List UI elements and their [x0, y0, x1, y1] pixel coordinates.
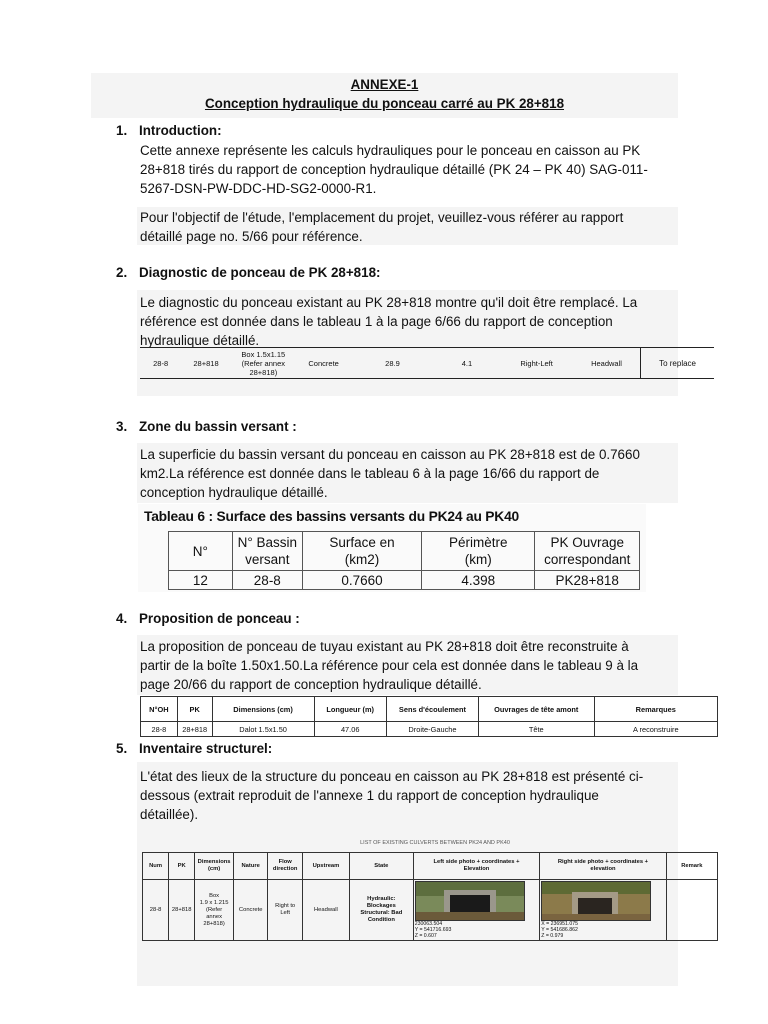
bassin-table	[168, 531, 640, 590]
table-cell: Tête	[479, 722, 594, 737]
annexe-title: ANNEXE-1	[350, 77, 419, 92]
table-header: Right side photo + coordinates + elevation	[540, 853, 667, 880]
table-header: PK	[177, 697, 212, 722]
inventaire-paragraph	[140, 767, 674, 824]
table-cell: Dalot 1.5x1.50	[212, 722, 314, 737]
section-title: Introduction:	[139, 123, 222, 138]
section-title: Diagnostic de ponceau de PK 28+818:	[139, 265, 381, 280]
table-cell: 28-8	[140, 348, 181, 379]
table-header: Num	[143, 853, 169, 880]
table-header: Surface en (km2)	[302, 532, 421, 571]
inventory-table	[142, 852, 718, 941]
table-cell: PK28+818	[535, 571, 640, 590]
text-line: Le diagnostic du ponceau existant au PK 28+818 montre qu'il doit être remplacé. La	[140, 295, 638, 310]
text-line: conception hydraulique détaillé.	[140, 485, 328, 500]
table-cell	[666, 880, 717, 941]
section-number: 4.	[116, 611, 128, 626]
table-cell: 12	[169, 571, 233, 590]
table-row	[169, 571, 640, 590]
text-line: km2.La référence est donnée dans le tableau 6 à la page 16/66 du rapport de	[140, 466, 600, 481]
table-row	[143, 880, 718, 941]
text-line: Cette annexe représente les calculs hydrauliques pour le ponceau en caisson au PK	[140, 143, 641, 158]
section-number: 5.	[116, 741, 128, 756]
section-heading-5	[116, 740, 272, 758]
text-line: hydraulique détaillé.	[140, 333, 260, 348]
table-cell: 28-8	[232, 571, 302, 590]
table-cell: 28.9	[351, 348, 433, 379]
section-title: Zone du bassin versant :	[139, 419, 297, 434]
table-header: Dimensions (cm)	[195, 853, 234, 880]
table-header: N°OH	[141, 697, 178, 722]
table-header: Périmètre (km)	[421, 532, 534, 571]
table-cell: 4.1	[434, 348, 501, 379]
right-culvert-photo	[541, 881, 651, 921]
intro-paragraph-2	[140, 208, 674, 246]
section-heading-4	[116, 610, 300, 628]
intro-paragraph	[140, 141, 674, 198]
section-number: 2.	[116, 265, 128, 280]
bassin-table-figure	[138, 504, 646, 592]
table-header: Dimensions (cm)	[212, 697, 314, 722]
proposition-paragraph	[140, 637, 674, 694]
table-cell: 28+818	[169, 880, 195, 941]
table-cell: Headwall	[302, 880, 349, 941]
table-header: State	[349, 853, 413, 880]
table-cell: 28-8	[143, 880, 169, 941]
text-line: La proposition de ponceau de tuyau existant au PK 28+818 doit être reconstruite à	[140, 639, 629, 654]
text-line: détaillé page no. 5/66 pour référence.	[140, 229, 363, 244]
text-line: Pour l'objectif de l'étude, l'emplacement du projet, veuillez-vous référer au rapport	[140, 210, 624, 225]
table-header: N° Bassin versant	[232, 532, 302, 571]
left-photo-cell	[413, 880, 540, 941]
text-line: détaillée).	[140, 807, 199, 822]
table-cell: A reconstruire	[594, 722, 717, 737]
section-number: 1.	[116, 123, 128, 138]
table-header: Left side photo + coordinates + Elevation	[413, 853, 540, 880]
text-line: dessous (extrait reproduit de l'annexe 1 du rapport de conception hydraulique	[140, 788, 599, 803]
table-cell: Hydraulic: Blockages Structural: Bad Condition	[349, 880, 413, 941]
table-cell: Right-Left	[500, 348, 573, 379]
table-header: PK Ouvrage correspondant	[535, 532, 640, 571]
table-header: N°	[169, 532, 233, 571]
table-header-row	[143, 853, 718, 880]
table-header: PK	[169, 853, 195, 880]
table-cell: Concrete	[296, 348, 351, 379]
table-header: Sens d'écoulement	[386, 697, 478, 722]
table-cell: Right to Left	[268, 880, 303, 941]
section-heading-1	[116, 122, 222, 140]
table-header: Flow direction	[268, 853, 303, 880]
table-cell: 28-8	[141, 722, 178, 737]
text-line: L'état des lieux de la structure du ponceau en caisson au PK 28+818 est présenté ci-	[140, 769, 644, 784]
table-cell: Droite-Gauche	[386, 722, 478, 737]
table-cell: 4.398	[421, 571, 534, 590]
table-header: Upstream	[302, 853, 349, 880]
table-cell: Headwall	[573, 348, 641, 379]
table-cell: 28+818	[177, 722, 212, 737]
table-header: Remark	[666, 853, 717, 880]
document-subtitle: Conception hydraulique du ponceau carré au PK 28+818	[204, 96, 565, 111]
text-line: 5267-DSN-PW-DDC-HD-SG2-0000-R1.	[140, 181, 377, 196]
section-heading-3	[116, 418, 297, 436]
text-line: La superficie du bassin versant du ponceau en caisson au PK 28+818 est de 0.7660	[140, 447, 640, 462]
text-line: référence est donnée dans le tableau 1 à la page 6/66 du rapport de conception	[140, 314, 613, 329]
table-header: Longueur (m)	[314, 697, 386, 722]
table-header-row	[169, 532, 640, 571]
table-cell: 0.7660	[302, 571, 421, 590]
table-cell: 28+818	[181, 348, 230, 379]
right-photo-cell	[540, 880, 667, 941]
table-title: Tableau 6 : Surface des bassins versants du PK24 au PK40	[144, 509, 520, 524]
text-line: partir de la boîte 1.50x1.50.La référence pour cela est donnée dans le tableau 9 à la	[140, 658, 639, 673]
section-title: Proposition de ponceau :	[139, 611, 300, 626]
table-cell: Box 1.5x1.15 (Refer annex 28+818)	[231, 348, 296, 379]
table-row	[141, 722, 718, 737]
diagnostic-paragraph	[140, 293, 674, 350]
section-heading-2	[116, 264, 380, 282]
table-header: Nature	[233, 853, 268, 880]
section-title: Inventaire structurel:	[139, 741, 273, 756]
table-header-row	[141, 697, 718, 722]
bassin-paragraph	[140, 445, 674, 502]
right-coordinates: X = 236951.075 Y = 541686.862 Z = 0.979	[541, 921, 578, 939]
text-line: page 20/66 du rapport de conception hydraulique détaillé.	[140, 677, 482, 692]
text-line: 28+818 tirés du rapport de conception hydraulique détaillé (PK 24 – PK 40) SAG-011-	[140, 162, 648, 177]
left-coordinates: 230063.504 Y = 541716.693 Z = 0.607	[414, 921, 452, 939]
inventory-caption: LIST OF EXISTING CULVERTS BETWEEN PK24 AND PK40	[360, 840, 510, 846]
diagnostic-table	[140, 347, 714, 379]
table-row	[140, 348, 714, 379]
table-header: Ouvrages de tête amont	[479, 697, 594, 722]
table-cell: Concrete	[233, 880, 268, 941]
section-number: 3.	[116, 419, 128, 434]
table-cell: To replace	[641, 348, 714, 379]
proposition-table	[140, 696, 718, 737]
table-cell: Box 1.9 x 1.215 (Refer annex 28+818)	[195, 880, 234, 941]
table-cell: 47.06	[314, 722, 386, 737]
table-header: Remarques	[594, 697, 717, 722]
left-culvert-photo	[415, 881, 525, 921]
